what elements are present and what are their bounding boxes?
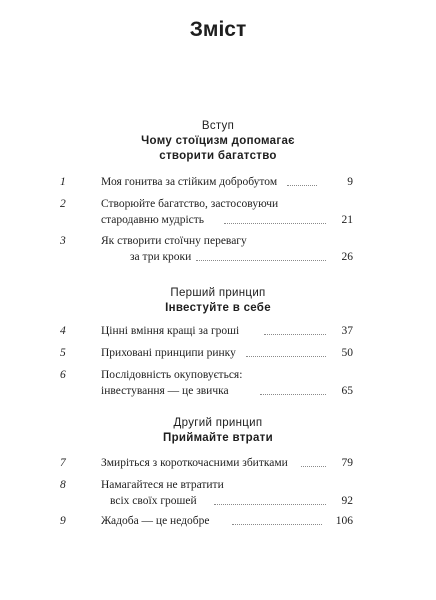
chapter-number: 5 (60, 347, 66, 359)
section-title-line: Чому стоїцизм допомагає (141, 135, 295, 147)
page-number: 65 (341, 385, 353, 397)
chapter-title-line: стародавню мудрість (101, 214, 205, 226)
dot-leader (301, 466, 326, 467)
dot-leader (246, 356, 326, 357)
section-heading-intro (0, 119, 436, 164)
dot-leader (232, 524, 322, 525)
section-title-line: Приймайте втрати (163, 432, 273, 444)
chapter-number: 4 (60, 325, 66, 337)
page-number: 21 (341, 214, 353, 226)
page-number: 50 (341, 347, 353, 359)
chapter-title (101, 345, 311, 361)
toc-entry[interactable] (0, 477, 436, 517)
dot-leader (214, 504, 326, 505)
toc-entry[interactable] (0, 233, 436, 273)
section-label: Перший принцип (170, 287, 266, 299)
dot-leader (287, 185, 317, 186)
chapter-title (101, 174, 311, 190)
dot-leader (264, 334, 326, 335)
page-number: 106 (335, 515, 353, 527)
dot-leader (196, 260, 326, 261)
dot-leader (224, 223, 326, 224)
chapter-title-line: Моя гонитва за стійким добробутом (101, 176, 278, 188)
chapter-number: 1 (60, 176, 66, 188)
chapter-number: 8 (60, 479, 66, 491)
toc-entry[interactable] (0, 367, 436, 407)
chapter-number: 7 (60, 457, 66, 469)
chapter-title-line: Як створити стоїчну перевагу (101, 235, 247, 247)
page-number: 37 (341, 325, 353, 337)
page-number: 9 (347, 176, 353, 188)
section-heading-first-principle (0, 286, 436, 316)
chapter-title-line: всіх своїх грошей (110, 495, 197, 507)
chapter-title-line: Змиріться з короткочасними збитками (101, 457, 288, 469)
section-heading-second-principle (0, 416, 436, 446)
chapter-number: 3 (60, 235, 66, 247)
chapter-title-line: Намагайтеся не втратити (101, 479, 224, 491)
dot-leader (260, 394, 326, 395)
chapter-title-line: Приховані принципи ринку (101, 347, 236, 359)
section-title-line: Інвестуйте в себе (165, 302, 271, 314)
section-label: Вступ (201, 120, 235, 132)
chapter-title-line: Створюйте багатство, застосовуючи (101, 198, 279, 210)
chapter-title-line: Жадоба — це недобре (101, 515, 210, 527)
page-number: 79 (341, 457, 353, 469)
chapter-title-line: Цінні вміння кращі за гроші (101, 325, 240, 337)
chapter-number: 9 (60, 515, 66, 527)
section-label: Другий принцип (173, 417, 263, 429)
chapter-title (101, 455, 321, 471)
chapter-title-line: інвестування — це звичка (101, 385, 229, 397)
chapter-title-line: Послідовність окуповується: (101, 369, 243, 381)
chapter-title (101, 513, 311, 529)
page-number: 92 (341, 495, 353, 507)
page-title: Зміст (189, 18, 247, 41)
chapter-title-line: за три кроки (130, 251, 192, 263)
chapter-title (101, 323, 311, 339)
toc-entry[interactable] (0, 196, 436, 236)
toc-entry[interactable] (0, 513, 436, 553)
chapter-number: 2 (60, 198, 66, 210)
section-title-line: створити багатство (159, 150, 277, 162)
chapter-number: 6 (60, 369, 66, 381)
page-number: 26 (341, 251, 353, 263)
